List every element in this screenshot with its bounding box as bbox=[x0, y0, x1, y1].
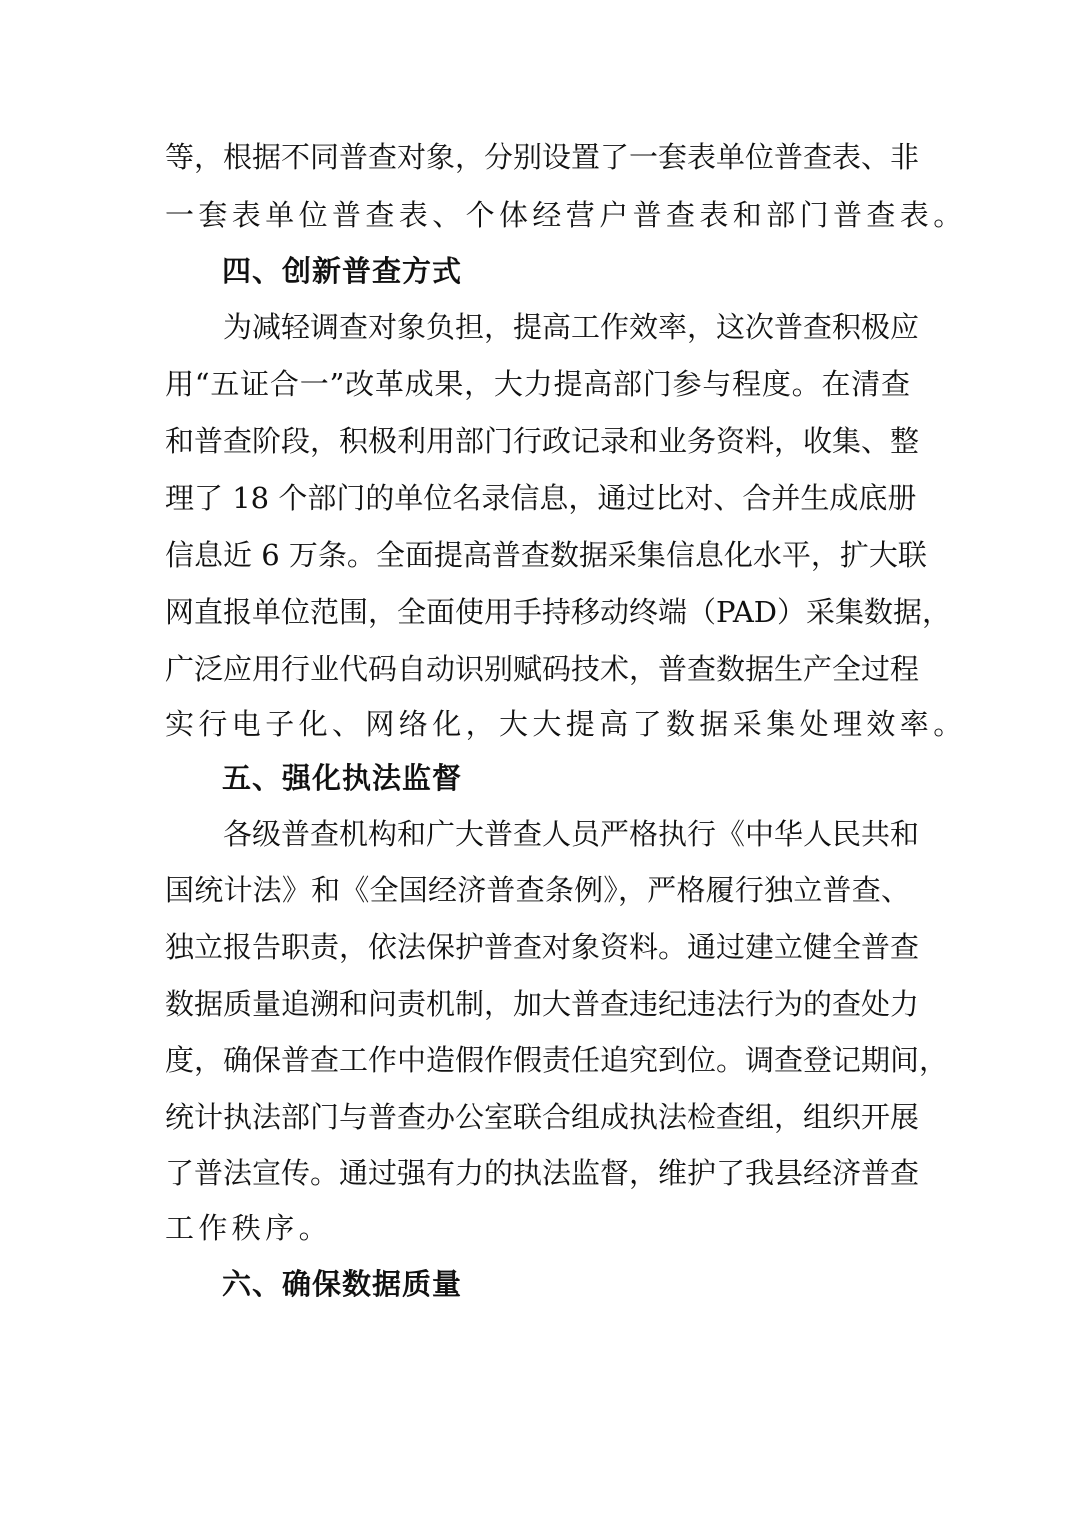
text-line: 信息近 6 万条。全面提高普查数据采集信息化水平，扩大联 bbox=[165, 538, 927, 572]
text-line: 国统计法》和《全国经济普查条例》，严格履行独立普查、 bbox=[165, 873, 910, 907]
section-heading-5: 五、强化执法监督 bbox=[222, 761, 463, 795]
section-heading-4: 四、创新普查方式 bbox=[222, 254, 463, 288]
text-line: 广泛应用行业代码自动识别赋码技术，普查数据生产全过程 bbox=[165, 652, 920, 686]
text-line: 用“五证合一”改革成果，大力提高部门参与程度。在清查 bbox=[165, 367, 910, 401]
text-line: 理了 18 个部门的单位名录信息，通过比对、合并生成底册 bbox=[165, 481, 917, 515]
text-line: 实行电子化、网络化，大大提高了数据采集处理效率。 bbox=[165, 707, 967, 741]
text-line: 为减轻调查对象负担，提高工作效率，这次普查积极应 bbox=[223, 310, 920, 344]
text-line: 和普查阶段，积极利用部门行政记录和业务资料，收集、整 bbox=[165, 424, 920, 458]
text-line: 数据质量追溯和问责机制，加大普查违纪违法行为的查处力 bbox=[165, 987, 920, 1021]
text-line: 等，根据不同普查对象，分别设置了一套表单位普查表、非 bbox=[165, 140, 920, 174]
text-line: 网直报单位范围，全面使用手持移动终端（PAD）采集数据， bbox=[165, 595, 952, 629]
text-line: 了普法宣传。通过强有力的执法监督，维护了我县经济普查 bbox=[165, 1156, 920, 1190]
text-line: 工作秩序。 bbox=[165, 1211, 333, 1245]
text-line: 一套表单位普查表、个体经营户普查表和部门普查表。 bbox=[165, 198, 967, 232]
text-line: 度，确保普查工作中造假作假责任追究到位。调查登记期间， bbox=[165, 1043, 949, 1077]
text-line: 各级普查机构和广大普查人员严格执行《中华人民共和 bbox=[223, 817, 920, 851]
text-line: 独立报告职责，依法保护普查对象资料。通过建立健全普查 bbox=[165, 930, 920, 964]
text-line: 统计执法部门与普查办公室联合组成执法检查组，组织开展 bbox=[165, 1100, 920, 1134]
section-heading-6: 六、确保数据质量 bbox=[222, 1267, 463, 1301]
